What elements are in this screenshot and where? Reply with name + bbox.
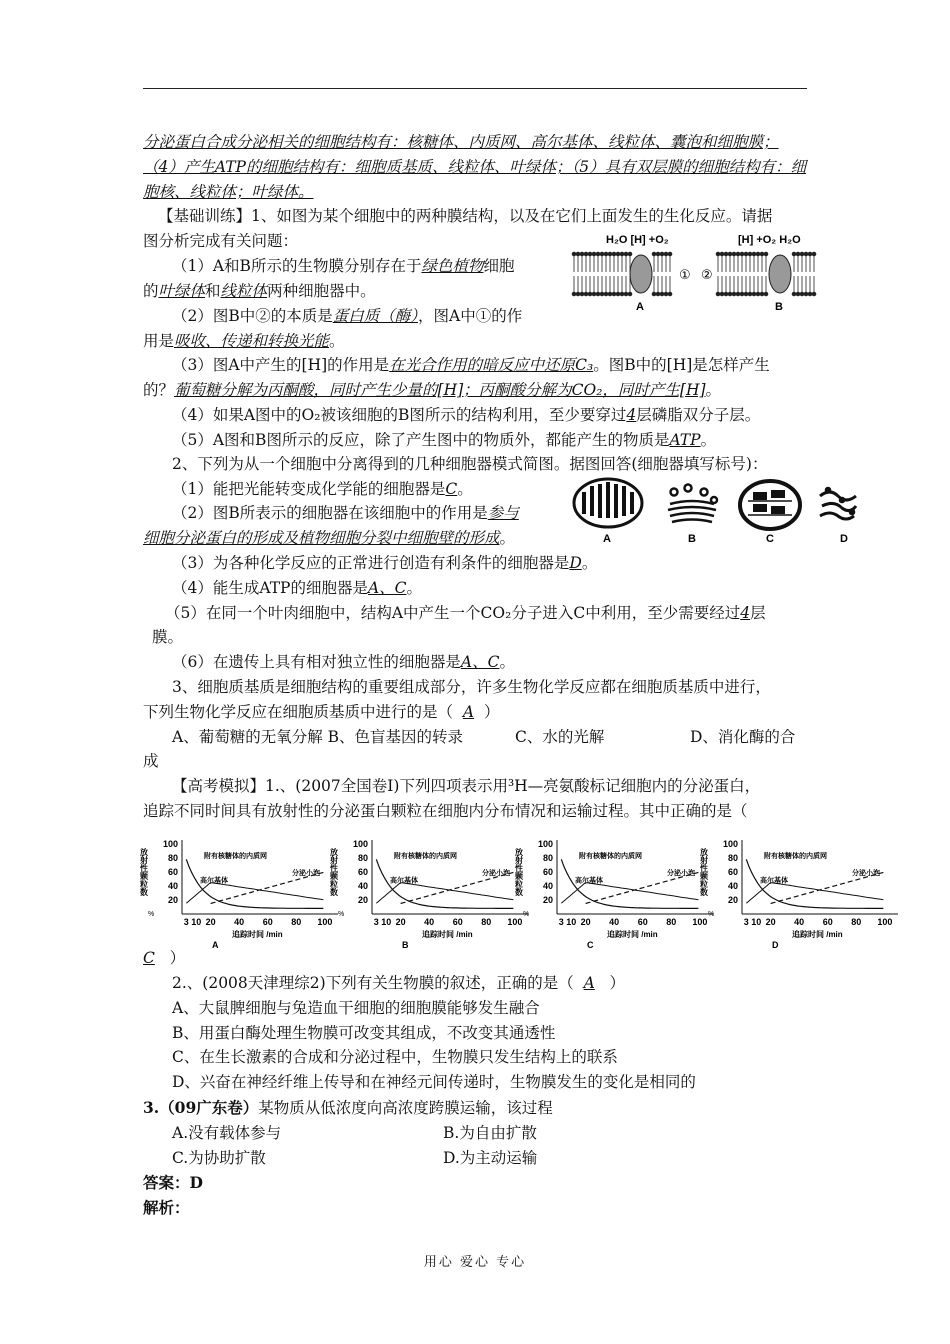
q2-p3: （3）为各种化学反应的正常进行创造有利条件的细胞器是D。 bbox=[172, 554, 598, 572]
circle-2-label: ② bbox=[701, 267, 713, 282]
organelle-label-d: D bbox=[840, 533, 848, 545]
chart-xtick: 20 bbox=[765, 917, 776, 927]
chart-ytick: 100 bbox=[352, 839, 368, 849]
q3-option-d: D、消化酶的合 bbox=[690, 728, 796, 746]
chart-xtick: 100 bbox=[692, 917, 708, 927]
q2-intro: 2、下列为从一个细胞中分离得到的几种细胞器模式简图。据图回答(细胞器填写标号)： bbox=[172, 455, 768, 473]
chart-letter: C bbox=[587, 940, 594, 950]
chart-xtick: 20 bbox=[580, 917, 591, 927]
chart-xtick: 10 bbox=[566, 917, 577, 927]
chart-xtick: 40 bbox=[234, 917, 245, 927]
chart-xtick: 20 bbox=[395, 917, 406, 927]
chart-ylabel: 放射性颗粒数 bbox=[514, 848, 524, 896]
golgi-b bbox=[668, 485, 717, 523]
chart-ytick: 60 bbox=[357, 867, 368, 877]
chart-ytick: 80 bbox=[727, 853, 738, 863]
q3-option-c: C、水的光解 bbox=[515, 728, 605, 746]
q09-stem: 3.（09广东卷）某物质从低浓度向高浓度跨膜运输，该过程 bbox=[143, 1098, 553, 1117]
chart-vesicle-label: 分泌小泡 bbox=[292, 869, 320, 877]
chart-er-label: 附有核糖体的内质网 bbox=[764, 853, 827, 860]
protein-a bbox=[630, 255, 652, 293]
chart-xtick: 20 bbox=[205, 917, 216, 927]
q2-p2-line2: 细胞分泌蛋白的形成及植物细胞分裂中细胞壁的形成。 bbox=[143, 529, 516, 547]
chart-xlabel: 追踪时间 /min bbox=[422, 930, 473, 939]
protein-b bbox=[769, 255, 791, 293]
q2-p5-line1: （5）在同一个叶肉细胞中，结构A中产生一个CO₂分子进入C中利用，至少需要经过4层 bbox=[165, 604, 766, 622]
chart-xtick: 3 bbox=[558, 917, 564, 927]
q2-p5-line2: 膜。 bbox=[152, 628, 184, 646]
chart-xtick: 40 bbox=[794, 917, 805, 927]
q1-intro-1: 【基础训练】1、如图为某个细胞中的两种膜结构，以及在它们上面发生的生化反应。请据 bbox=[158, 207, 773, 225]
fig-label-b: B bbox=[775, 301, 783, 313]
chart-er-label: 附有核糖体的内质网 bbox=[204, 853, 267, 860]
chart-xtick: 80 bbox=[851, 917, 862, 927]
chart-letter: D bbox=[772, 940, 779, 950]
chart-xlabel: 追踪时间 /min bbox=[607, 930, 658, 939]
fig-top-right-label: [H] +O₂ H₂O bbox=[738, 234, 801, 246]
chart-ytick: 100 bbox=[162, 839, 178, 849]
chart-vesicle-label: 分泌小泡 bbox=[667, 869, 695, 877]
intro-line-2: （4）产生ATP的细胞结构有：细胞质基质、线粒体、叶绿体；（5）具有双层膜的细胞结构有：细 bbox=[143, 158, 807, 176]
chart-xtick: 40 bbox=[609, 917, 620, 927]
fig-label-a: A bbox=[636, 301, 644, 313]
organelle-figure bbox=[570, 470, 860, 545]
chart-xtick: 60 bbox=[637, 917, 648, 927]
chart-xlabel: 追踪时间 /min bbox=[232, 930, 283, 939]
chart-xtick: 10 bbox=[381, 917, 392, 927]
chart-vesicle-label: 分泌小泡 bbox=[482, 869, 510, 877]
chart-golgi-label: 高尔基体 bbox=[575, 877, 603, 885]
q1-p2-line1: （2）图B中②的本质是蛋白质（酶），图A中①的作 bbox=[172, 307, 523, 325]
chart-xtick: 3 bbox=[183, 917, 189, 927]
q1-p2-line2: 用是吸收、传递和转换光能。 bbox=[143, 332, 345, 350]
membrane-b bbox=[716, 252, 816, 296]
q3-line1: 3、细胞质基质是细胞结构的重要组成部分，许多生物化学反应都在细胞质基质中进行， bbox=[172, 678, 771, 696]
q2-p4: （4）能生成ATP的细胞器是A、C。 bbox=[172, 579, 423, 597]
chart-ytick: 80 bbox=[357, 853, 368, 863]
chart-ytick: 40 bbox=[357, 881, 368, 891]
chart-letter: A bbox=[212, 940, 219, 950]
gk1-answer-line: C ） bbox=[143, 949, 186, 967]
chart-xtick: 60 bbox=[452, 917, 463, 927]
q1-p5: （5）A图和B图所示的反应，除了产生图中的物质外，都能产生的物质是ATP。 bbox=[172, 431, 717, 449]
chart-vesicle-label: 分泌小泡 bbox=[852, 869, 880, 877]
chart-ytick: 20 bbox=[542, 895, 553, 905]
chart-ytick: 80 bbox=[167, 853, 178, 863]
membrane-a bbox=[572, 252, 672, 296]
chart-pct: % bbox=[148, 911, 155, 918]
q1-p1-line2: 的叶绿体和线粒体两种细胞器中。 bbox=[143, 282, 376, 300]
chart-xtick: 100 bbox=[317, 917, 333, 927]
chart-pct: % bbox=[338, 911, 345, 918]
gk2-question: 2.、(2008天津理综2)下列有关生物膜的叙述，正确的是（ A ） bbox=[172, 974, 626, 992]
q2-p6: （6）在遗传上具有相对独立性的细胞器是A、C。 bbox=[172, 653, 515, 671]
chart-xtick: 60 bbox=[262, 917, 273, 927]
header-rule bbox=[143, 88, 807, 89]
chart-pct: % bbox=[523, 911, 530, 918]
gk2-option-a: A、大鼠脾细胞与兔造血干细胞的细胞膜能够发生融合 bbox=[172, 999, 540, 1017]
organelle-label-b: B bbox=[688, 533, 696, 545]
chart-xtick: 80 bbox=[666, 917, 677, 927]
chart-ytick: 20 bbox=[727, 895, 738, 905]
q1-p4: （4）如果A图中的O₂被该细胞的B图所示的结构利用，至少要穿过4层磷脂双分子层。 bbox=[172, 406, 761, 424]
intro-line-3: 胞核、线粒体；叶绿体。 bbox=[143, 183, 314, 201]
chart-xtick: 100 bbox=[507, 917, 523, 927]
chart-xtick: 80 bbox=[291, 917, 302, 927]
gk1-line2: 追踪不同时间具有放射性的分泌蛋白颗粒在细胞内分布情况和运输过程。其中正确的是（ bbox=[143, 802, 748, 820]
circle-1-label: ① bbox=[679, 267, 691, 282]
q2-p2-line1: （2）图B所表示的细胞器在该细胞中的作用是参与 bbox=[172, 504, 519, 522]
mitochondrion-a bbox=[574, 479, 642, 527]
q09-answer: 答案：D bbox=[143, 1173, 203, 1192]
chart-xtick: 80 bbox=[481, 917, 492, 927]
chart-ylabel: 放射性颗粒数 bbox=[699, 848, 709, 896]
chart-er-label: 附有核糖体的内质网 bbox=[394, 853, 457, 860]
chart-golgi-label: 高尔基体 bbox=[200, 877, 228, 885]
chart-ytick: 60 bbox=[167, 867, 178, 877]
chart-xtick: 10 bbox=[751, 917, 762, 927]
fig-top-left-label: H₂O [H] +O₂ bbox=[606, 234, 669, 246]
page-footer: 用心 爱心 专心 bbox=[423, 1255, 527, 1270]
chart-ytick: 40 bbox=[542, 881, 553, 891]
q09-analysis-label: 解析： bbox=[143, 1198, 190, 1217]
chloroplast-c bbox=[740, 481, 800, 529]
organelle-label-c: C bbox=[766, 533, 774, 545]
chart-xtick: 100 bbox=[877, 917, 893, 927]
q3-option-ab: A、葡萄糖的无氧分解 B、色盲基因的转录 bbox=[172, 728, 464, 746]
chart-ytick: 40 bbox=[167, 881, 178, 891]
chart-pct: % bbox=[708, 911, 715, 918]
gk2-option-c: C、在生长激素的合成和分泌过程中，生物膜只发生结构上的联系 bbox=[172, 1048, 618, 1066]
er-d bbox=[820, 488, 856, 519]
chart-xtick: 3 bbox=[373, 917, 379, 927]
chart-ylabel: 放射性颗粒数 bbox=[139, 848, 149, 896]
chart-xtick: 60 bbox=[822, 917, 833, 927]
q1-intro-2: 图分析完成有关问题： bbox=[143, 232, 299, 250]
q1-p3-line2: 的？葡萄糖分解为丙酮酸，同时产生少量的[H]；丙酮酸分解为CO₂，同时产生[H]。 bbox=[143, 381, 722, 399]
gk1-line1: 【高考模拟】1.、(2007全国卷Ⅰ)下列四项表示用³H—亮氨酸标记细胞内的分泌蛋白， bbox=[172, 777, 761, 795]
chart-xtick: 10 bbox=[191, 917, 202, 927]
gk2-option-b: B、用蛋白酶处理生物膜可改变其组成，不改变其通透性 bbox=[172, 1024, 556, 1042]
chart-ytick: 100 bbox=[722, 839, 738, 849]
chart-golgi-label: 高尔基体 bbox=[760, 877, 788, 885]
intro-line-1: 分泌蛋白合成分泌相关的细胞结构有：核糖体、内质网、高尔基体、线粒体、囊泡和细胞膜； bbox=[143, 133, 779, 151]
q1-p1-line1: （1）A和B所示的生物膜分别存在于绿色植物细胞 bbox=[172, 257, 515, 275]
chart-xtick: 40 bbox=[424, 917, 435, 927]
q1-p3-line1: （3）图A中产生的[H]的作用是在光合作用的暗反应中还原C₃。图B中的[H]是怎样产生 bbox=[172, 356, 770, 374]
q3-line2: 下列生物化学反应在细胞质基质中进行的是（ A ） bbox=[143, 703, 500, 721]
chart-ytick: 20 bbox=[357, 895, 368, 905]
tracking-charts bbox=[139, 830, 893, 950]
organelle-label-a: A bbox=[603, 533, 611, 545]
chart-xtick: 3 bbox=[743, 917, 749, 927]
chart-ylabel: 放射性颗粒数 bbox=[329, 848, 339, 896]
gk2-option-d: D、兴奋在神经纤维上传导和在神经元间传递时，生物膜发生的变化是相同的 bbox=[172, 1073, 696, 1091]
q09-option-b: B.为自由扩散 bbox=[443, 1124, 537, 1142]
q2-p1: （1）能把光能转变成化学能的细胞器是C。 bbox=[172, 480, 473, 498]
chart-xlabel: 追踪时间 /min bbox=[792, 930, 843, 939]
q09-option-c: C.为协助扩散 bbox=[172, 1149, 266, 1167]
chart-ytick: 20 bbox=[167, 895, 178, 905]
q09-option-a: A.没有载体参与 bbox=[172, 1124, 282, 1142]
chart-ytick: 60 bbox=[727, 867, 738, 877]
chart-ytick: 40 bbox=[727, 881, 738, 891]
chart-ytick: 80 bbox=[542, 853, 553, 863]
q3-line4: 成 bbox=[143, 752, 159, 770]
q09-option-d: D.为主动运输 bbox=[443, 1149, 538, 1167]
chart-golgi-label: 高尔基体 bbox=[390, 877, 418, 885]
chart-ytick: 60 bbox=[542, 867, 553, 877]
chart-ytick: 100 bbox=[537, 839, 553, 849]
chart-er-label: 附有核糖体的内质网 bbox=[579, 853, 642, 860]
membrane-figure bbox=[568, 228, 818, 316]
chart-letter: B bbox=[402, 940, 409, 950]
